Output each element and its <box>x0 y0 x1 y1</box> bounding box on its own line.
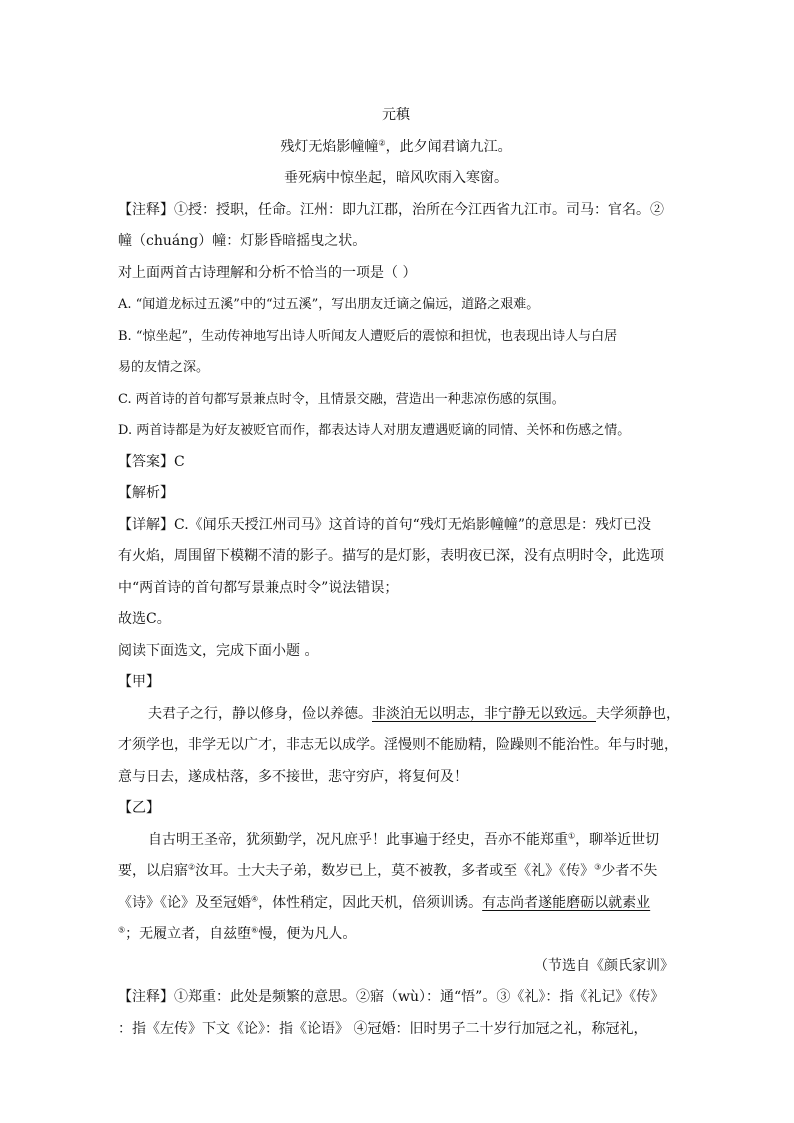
poem-line-1 <box>118 132 674 164</box>
note-2-line-1: 【注释】①郑重：此处是频繁的意思。②寤（wù）：通“悟”。③《礼》：指《礼记》《传》 <box>118 989 665 1005</box>
jia-line-1-start: 夫君子之行，静以修身，俭以养德。 <box>148 705 372 722</box>
yi-line-2-start: 要，以启寤 <box>118 863 188 879</box>
yi-underlined-sentence: 有志尚者遂能磨砺以就素业 <box>482 894 651 911</box>
option-b-line-2: 易的友情之深。 <box>118 360 210 375</box>
yi-line-2-mid: 汝耳。士大夫子弟，数岁已上，莫不被教，多者或至《礼》《传》 <box>195 863 595 879</box>
footnote-marker: ③ <box>594 862 602 872</box>
yi-line-1-end: ，聊举近世切 <box>575 831 660 848</box>
option-a: A. “闻道龙标过五溪”中的“过五溪”，写出朋友迁谪之偏远，道路之艰难。 <box>118 297 540 312</box>
footnote-marker: ② <box>378 137 386 147</box>
yi-line-3 <box>118 888 674 920</box>
poem-line-2: 垂死病中惊坐起，暗风吹雨入寒窗。 <box>284 170 508 186</box>
yi-line-1-start: 自古明王圣帝，犹须勤学，况凡庶乎！此事遍于经史，吾亦不能郑重 <box>148 831 568 848</box>
jia-line-2: 才须学也，非学无以广才，非志无以成学。淫慢则不能励精，险躁则不能治性。年与时驰， <box>118 737 678 753</box>
yi-line-2-end: 少者不失 <box>601 863 658 879</box>
detail-line-3: 中“两首诗的首句都写景兼点时令”说法错误； <box>118 579 399 596</box>
poem-line-1-text-end: ，此夕闻君谪九江。 <box>385 138 512 155</box>
source-citation: （节选自《颜氏家训》 <box>534 957 674 974</box>
answer: 【答案】C <box>118 453 185 470</box>
section-jia-tag: 【甲】 <box>118 674 160 690</box>
yi-line-4 <box>118 919 674 951</box>
option-b-line-1: B. “惊坐起”，生动传神地写出诗人听闻友人遭贬后的震惊和担忧，也表现出诗人与白居 <box>118 328 618 344</box>
section-yi-tag: 【乙】 <box>118 800 160 816</box>
note-1-line-1: 【注释】①授：授职，任命。江州：即九江郡，治所在今江西省九江市。司马：官名。② <box>118 201 664 218</box>
detail-line-4: 故选C。 <box>118 611 171 627</box>
footnote-marker: ① <box>568 830 576 840</box>
footnote-marker: ② <box>188 862 196 872</box>
jia-line-3: 意与日去，遂成枯落，多不接世，悲守穷庐，将复何及！ <box>118 768 468 785</box>
detail-line-1: 【详解】C.《闻乐天授江州司马》这首诗的首句“残灯无焰影幢幢”的意思是：残灯已没 <box>118 516 651 533</box>
note-2-line-2: ：指《左传》下文《论》：指《论语》 ④冠婚：旧时男子二十岁行加冠之礼，称冠礼， <box>118 1020 648 1037</box>
poem-line-1-text: 残灯无焰影幢幢 <box>280 138 379 155</box>
detail-line-2: 有火焰，周围留下模糊不清的影子。描写的是灯影，表明夜已深，没有点明时令，此选项 <box>118 548 664 564</box>
yi-line-2 <box>118 856 674 888</box>
poem-author: 元稹 <box>382 107 410 123</box>
note-1-line-2: 幢（chuáng）幢：灯影昏暗摇曳之状。 <box>118 233 367 249</box>
question-stem: 对上面两首古诗理解和分析不恰当的一项是（ ） <box>118 264 417 281</box>
footnote-marker: ⑥ <box>251 925 259 935</box>
yi-line-3-start: 《诗》《论》及至冠婚 <box>118 894 251 911</box>
reading-intro: 阅读下面选文，完成下面小题 。 <box>118 642 319 659</box>
yi-line-3-mid: ，体性稍定，因此天机，倍须训诱。 <box>258 894 483 911</box>
analysis-heading: 【解析】 <box>118 485 174 501</box>
jia-underlined-sentence: 非淡泊无以明志，非宁静无以致远。 <box>372 705 596 722</box>
footnote-marker: ⑤ <box>118 925 126 935</box>
yi-line-4-start: ；无履立者，自兹堕 <box>125 926 252 942</box>
yi-line-4-end: 慢，便为凡人。 <box>258 926 357 942</box>
option-c: C. 两首诗的首句都写景兼点时令，且情景交融，营造出一种悲凉伤感的氛围。 <box>118 391 565 407</box>
jia-line-1-end: 夫学须静也， <box>596 705 680 722</box>
option-d: D. 两首诗都是为好友被贬官而作，都表达诗人对朋友遭遇贬谪的同情、关怀和伤感之情。 <box>118 423 631 438</box>
yi-line-1 <box>118 825 674 857</box>
jia-line-1 <box>118 699 680 731</box>
footnote-marker: ④ <box>251 893 259 903</box>
